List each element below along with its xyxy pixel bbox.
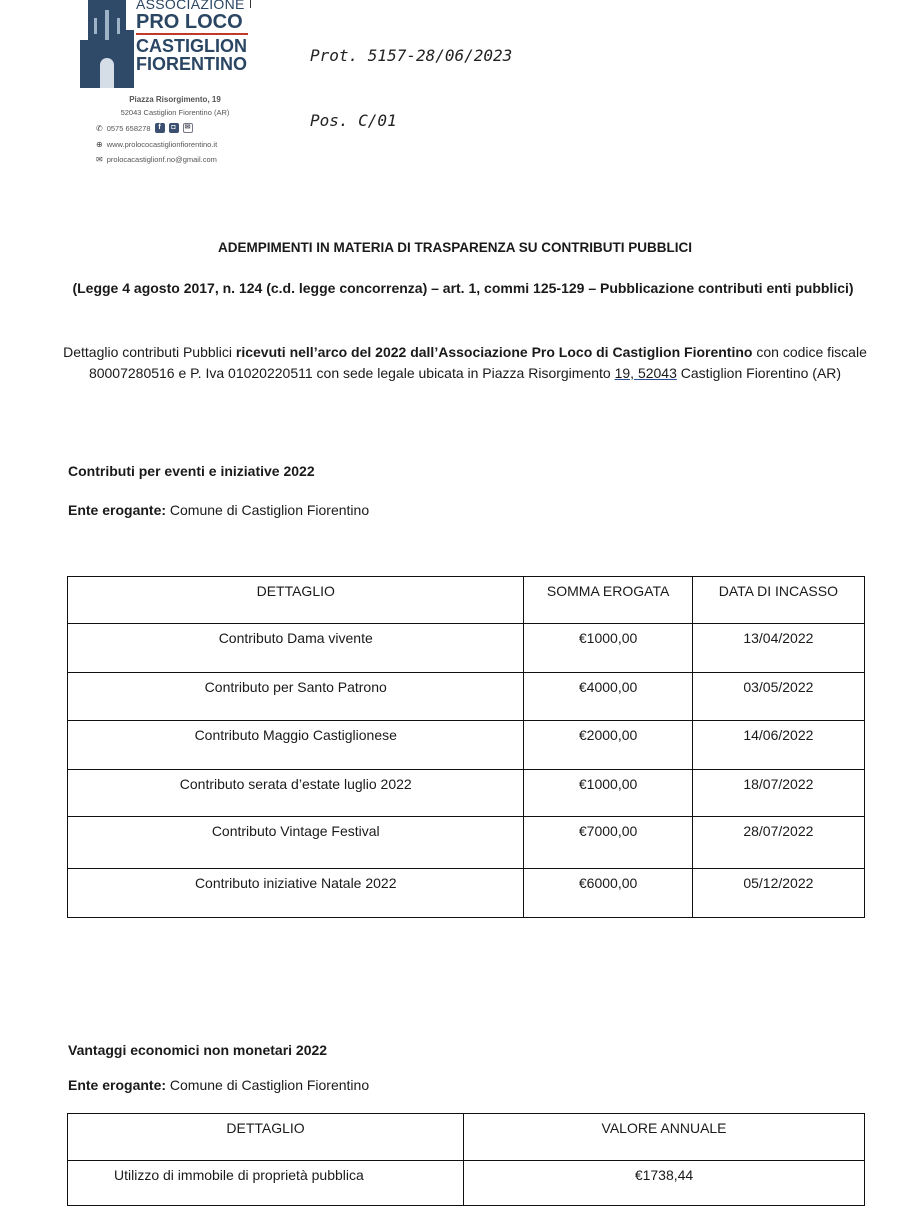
intro-text-1: Dettaglio contributi Pubblici <box>63 344 236 360</box>
intro-paragraph <box>55 342 875 384</box>
phone-icon: ✆ <box>96 123 103 133</box>
contributions-table <box>67 576 865 918</box>
table-row <box>68 869 865 918</box>
protocol-number: Prot. 5157-28/06/2023 <box>310 46 513 65</box>
column-header-date: DATA DI INCASSO <box>692 577 864 624</box>
mail-envelope-icon[interactable]: ✉ <box>183 123 193 133</box>
table-header-row <box>68 577 865 624</box>
address-street: Piazza Risorgimento, 19 <box>129 95 221 104</box>
cell-date: 05/12/2022 <box>692 869 864 918</box>
logo-tower-right <box>124 30 134 88</box>
header-tick-mark <box>250 0 251 8</box>
contact-phone-row <box>96 123 193 133</box>
contact-website[interactable]: www.prolococastiglionfiorentino.it <box>106 140 218 149</box>
section2-ente-label: Ente erogante: <box>68 1077 167 1093</box>
cell-date: 13/04/2022 <box>692 624 864 673</box>
intro-text-5: Castiglion Fiorentino (AR) <box>676 365 842 381</box>
section1-heading: Contributi per eventi e iniziative 2022 <box>68 463 315 479</box>
table-header-row <box>68 1114 865 1161</box>
column-header-detail: DETTAGLIO <box>68 1114 464 1161</box>
contact-mail-row <box>96 155 217 164</box>
org-name-line3: FIORENTINO <box>136 54 247 74</box>
cell-detail: Utilizzo di immobile di proprietà pubblica <box>68 1161 464 1206</box>
cell-detail: Contributo Vintage Festival <box>68 817 524 869</box>
address-city: 52043 Castiglion Fiorentino (AR) <box>120 108 230 117</box>
section1-ente-value: Comune di Castiglion Fiorentino <box>166 502 370 518</box>
cell-amount: €2000,00 <box>524 721 692 770</box>
section2-ente-value: Comune di Castiglion Fiorentino <box>166 1077 370 1093</box>
cell-detail: Contributo per Santo Patrono <box>68 673 524 721</box>
cell-amount: €1000,00 <box>524 770 692 817</box>
column-header-annual-value: VALORE ANNUALE <box>464 1114 865 1161</box>
section1-ente-label: Ente erogante: <box>68 502 167 518</box>
table-row <box>68 1161 865 1206</box>
intro-text-bold: ricevuti nell’arco del 2022 dall’Associazione Pro Loco di Castiglion Fiorentino <box>235 344 753 360</box>
cell-date: 14/06/2022 <box>692 721 864 770</box>
section2-heading: Vantaggi economici non monetari 2022 <box>68 1042 328 1058</box>
cell-amount: €6000,00 <box>524 869 692 918</box>
position-code: Pos. C/01 <box>310 111 397 130</box>
cell-date: 03/05/2022 <box>692 673 864 721</box>
column-header-amount: SOMMA EROGATA <box>524 577 692 624</box>
contact-phone: 0575 658278 <box>106 123 151 133</box>
email-icon: ✉ <box>96 155 103 164</box>
contact-web-row <box>96 140 217 149</box>
cell-date: 18/07/2022 <box>692 770 864 817</box>
section1-ente <box>68 502 369 518</box>
cell-amount: €7000,00 <box>524 817 692 869</box>
table-row <box>68 817 865 869</box>
cell-detail: Contributo Maggio Castiglionese <box>68 721 524 770</box>
facebook-icon[interactable]: f <box>155 123 165 133</box>
document-title: ADEMPIMENTI IN MATERIA DI TRASPARENZA SU CONTRIBUTI PUBBLICI <box>218 240 692 255</box>
cell-amount: €4000,00 <box>524 673 692 721</box>
intro-address-link: 19, 52043 <box>614 365 677 381</box>
instagram-icon[interactable]: ◘ <box>169 123 179 133</box>
column-header-detail: DETTAGLIO <box>68 577 524 624</box>
cell-annual-value: €1738,44 <box>464 1161 865 1206</box>
cell-detail: Contributo serata d’estate luglio 2022 <box>68 770 524 817</box>
table-row <box>68 673 865 721</box>
document-subtitle: (Legge 4 agosto 2017, n. 124 (c.d. legge concorrenza) – art. 1, commi 125-129 – Pubblicazione contributi enti pubblici) <box>72 280 854 296</box>
table-row <box>68 721 865 770</box>
logo-tower-icon <box>88 0 126 88</box>
cell-date: 28/07/2022 <box>692 817 864 869</box>
intro-text-3: con codice fiscale 80007280516 e P. Iva 01020220511 con sede legale ubicata in Piazza Risorgimento <box>88 344 867 381</box>
org-name-line1: PRO LOCO <box>136 11 243 33</box>
org-assoc-label: ASSOCIAZIONE <box>136 0 245 12</box>
non-monetary-benefits-table <box>67 1113 865 1206</box>
table-row <box>68 624 865 673</box>
cell-amount: €1000,00 <box>524 624 692 673</box>
globe-icon: ⊕ <box>96 140 103 149</box>
contact-email[interactable]: prolocacastiglionf.no@gmail.com <box>106 155 217 164</box>
cell-detail: Contributo iniziative Natale 2022 <box>68 869 524 918</box>
table-row <box>68 770 865 817</box>
section2-ente <box>68 1077 369 1093</box>
org-accent-rule <box>136 33 248 35</box>
cell-detail: Contributo Dama vivente <box>68 624 524 673</box>
org-name-line2: CASTIGLION <box>136 36 247 56</box>
